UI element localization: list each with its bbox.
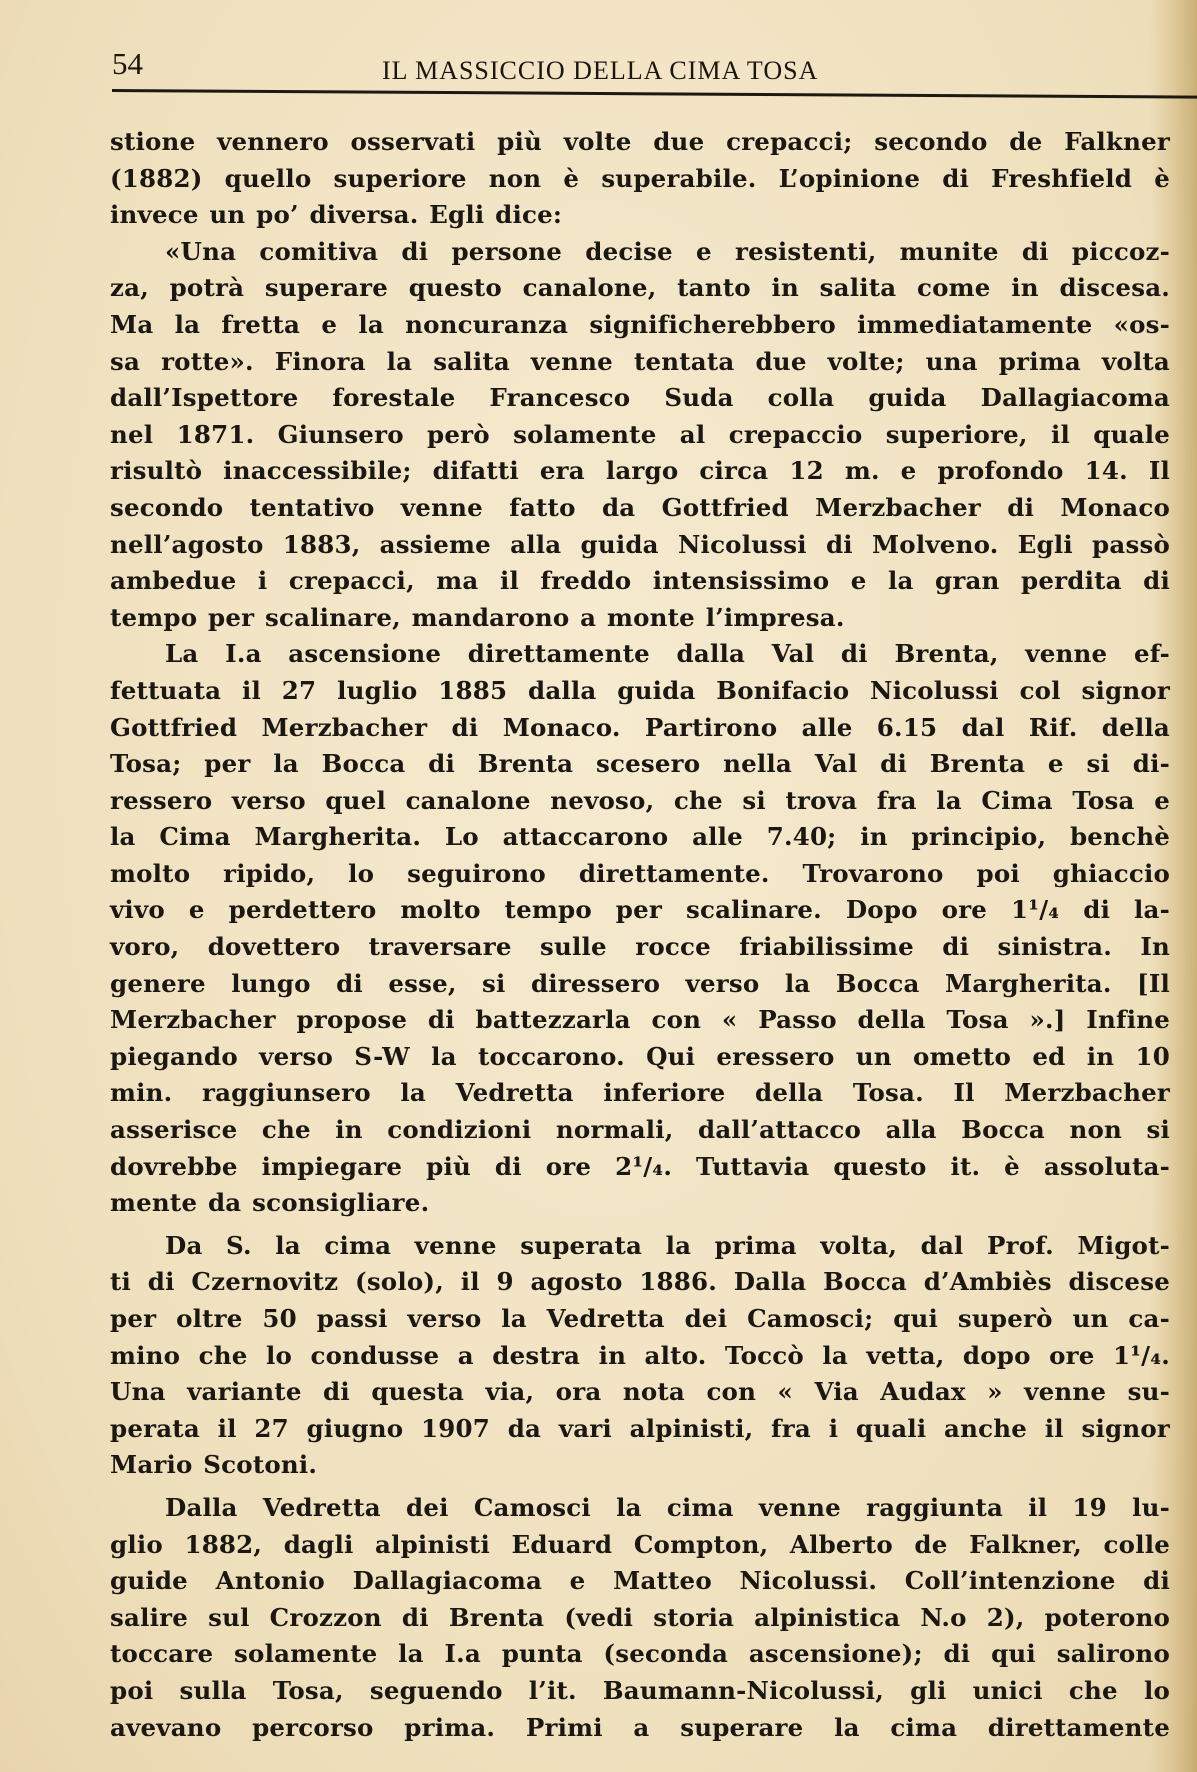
page-number: 54: [112, 46, 143, 81]
text-line: molto ripido, lo seguirono direttamente. Trovarono poi ghiaccio: [110, 858, 1170, 888]
text-line: avevano percorso prima. Primi a superare la cima direttamente: [110, 1712, 1170, 1742]
text-line: La I.a ascensione direttamente dalla Val di Brenta, venne ef-: [165, 639, 1170, 669]
text-line: fettuata il 27 luglio 1885 dalla guida Bonifacio Nicolussi col signor: [110, 675, 1170, 705]
text-line: perata il 27 giugno 1907 da vari alpinisti, fra i quali anche il signor: [110, 1413, 1170, 1443]
text-line: za, potrà superare questo canalone, tanto in salita come in discesa.: [110, 273, 1170, 303]
text-line: guide Antonio Dallagiacoma e Matteo Nicolussi. Coll’intenzione di: [110, 1566, 1170, 1596]
text-line: vivo e perdettero molto tempo per scalinare. Dopo ore 1¹/₄ di la-: [110, 895, 1170, 925]
text-line: Da S. la cima venne superata la prima volta, dal Prof. Migot-: [165, 1230, 1170, 1260]
text-line: (1882) quello superiore non è superabile. L’opinione di Freshfield è: [110, 163, 1170, 193]
text-line: nel 1871. Giunsero però solamente al crepaccio superiore, il quale: [110, 419, 1170, 449]
paragraph: [110, 1490, 1170, 1746]
text-line: voro, dovettero traversare sulle rocce friabilissime di sinistra. In: [110, 932, 1170, 962]
text-line: ti di Czernovitz (solo), il 9 agosto 1886. Dalla Bocca d’Ambiès discese: [110, 1267, 1170, 1297]
text-line: Merzbacher propose di battezzarla con « Passo della Tosa ».] Infine: [110, 1005, 1170, 1035]
text-line: Ma la fretta e la noncuranza significherebbero immediatamente «os-: [110, 309, 1170, 339]
text-line: dall’Ispettore forestale Francesco Suda colla guida Dallagiacoma: [110, 383, 1170, 413]
paragraph: [110, 234, 1170, 637]
text-line: toccare solamente la I.a punta (seconda ascensione); di qui salirono: [110, 1639, 1170, 1669]
text-line: dovrebbe impiegare più di ore 2¹/₄. Tuttavia questo it. è assoluta-: [110, 1151, 1170, 1181]
text-line: Dalla Vedretta dei Camosci la cima venne raggiunta il 19 lu-: [165, 1492, 1170, 1522]
text-line: «Una comitiva di persone decise e resistenti, munite di piccoz-: [165, 236, 1170, 266]
text-line: ressero verso quel canalone nevoso, che si trova fra la Cima Tosa e: [110, 785, 1170, 815]
text-line: Una variante di questa via, ora nota con « Via Audax » venne su-: [110, 1377, 1170, 1407]
text-line: sa rotte». Finora la salita venne tentata due volte; una prima volta: [110, 346, 1170, 376]
paragraph: [110, 636, 1170, 1222]
text-line: secondo tentativo venne fatto da Gottfried Merzbacher di Monaco: [110, 492, 1170, 522]
text-line: la Cima Margherita. Lo attaccarono alle 7.40; in principio, benchè: [110, 822, 1170, 852]
text-line: Mario Scotoni.: [110, 1450, 318, 1480]
text-line: mente da sconsigliare.: [110, 1188, 430, 1218]
body-text: [110, 124, 1170, 1746]
text-line: mino che lo condusse a destra in alto. Toccò la vetta, dopo ore 1¹/₄.: [110, 1340, 1170, 1370]
text-line: stione vennero osservati più volte due crepacci; secondo de Falkner: [110, 127, 1170, 156]
text-line: genere lungo di esse, si diressero verso la Bocca Margherita. [Il: [110, 968, 1170, 998]
text-line: glio 1882, dagli alpinisti Eduard Compton, Alberto de Falkner, colle: [110, 1529, 1170, 1559]
paragraph: [110, 1228, 1170, 1484]
page-header: [112, 38, 1197, 90]
text-line: piegando verso S-W la toccarono. Qui eressero un ometto ed in 10: [110, 1041, 1170, 1071]
text-line: tempo per scalinare, mandarono a monte l’impresa.: [110, 602, 845, 632]
paragraph: [110, 124, 1170, 234]
text-line: asserisce che in condizioni normali, dall’attacco alla Bocca non si: [110, 1115, 1170, 1145]
text-line: poi sulla Tosa, seguendo l’it. Baumann-Nicolussi, gli unici che lo: [110, 1675, 1170, 1705]
text-line: Tosa; per la Bocca di Brenta scesero nella Val di Brenta e si di-: [110, 749, 1170, 779]
text-line: min. raggiunsero la Vedretta inferiore della Tosa. Il Merzbacher: [110, 1078, 1170, 1108]
text-line: salire sul Crozzon di Brenta (vedi storia alpinistica N.o 2), poterono: [110, 1602, 1170, 1632]
text-line: ambedue i crepacci, ma il freddo intensissimo e la gran perdita di: [110, 566, 1170, 596]
text-line: nell’agosto 1883, assieme alla guida Nicolussi di Molveno. Egli passò: [110, 529, 1170, 559]
text-line: risultò inaccessibile; difatti era largo circa 12 m. e profondo 14. Il: [110, 456, 1170, 486]
text-line: Gottfried Merzbacher di Monaco. Partirono alle 6.15 dal Rif. della: [110, 712, 1170, 742]
header-rule: [112, 89, 1197, 99]
running-title: IL MASSICCIO DELLA CIMA TOSA: [382, 56, 819, 85]
text-line: invece un po’ diversa. Egli dice:: [110, 200, 563, 230]
text-line: per oltre 50 passi verso la Vedretta dei Camosci; qui superò un ca-: [110, 1304, 1170, 1333]
